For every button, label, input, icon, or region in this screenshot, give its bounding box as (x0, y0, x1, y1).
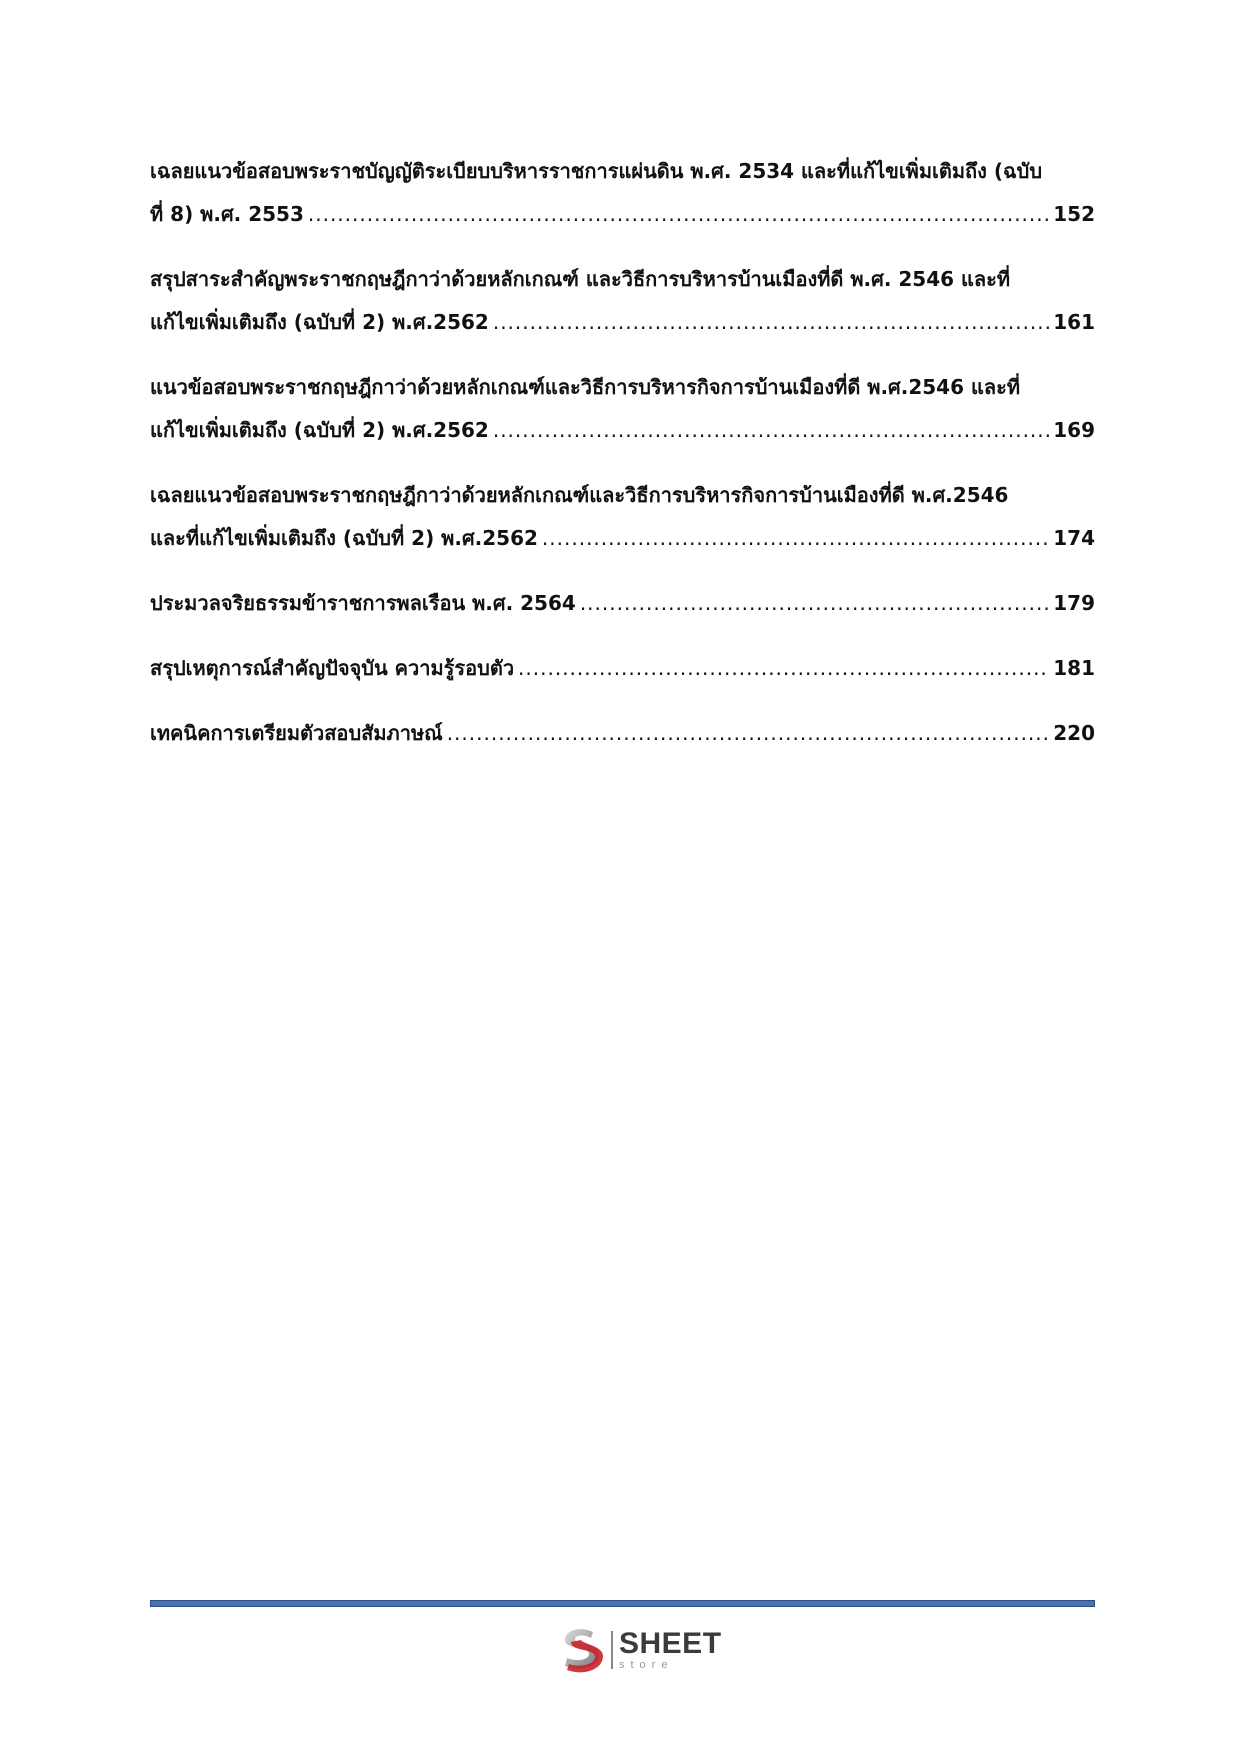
footer-rule (150, 1600, 1095, 1607)
toc-entry[interactable] (150, 258, 1095, 344)
toc-page-number: 181 (1053, 656, 1095, 680)
toc-page-number: 161 (1053, 310, 1095, 334)
logo-subtitle: store (619, 1659, 674, 1671)
table-of-contents (150, 150, 1095, 777)
toc-entry-line: และที่แก้ไขเพิ่มเติมถึง (ฉบับที่ 2) พ.ศ.2562 (150, 526, 538, 550)
toc-page-number: 152 (1053, 202, 1095, 226)
dot-leader (493, 409, 1049, 452)
toc-entry[interactable] (150, 582, 1095, 625)
toc-page-number: 174 (1053, 526, 1095, 550)
toc-entry-line: เฉลยแนวข้อสอบพระราชกฤษฎีกาว่าด้วยหลักเกณฑ์และวิธีการบริหารกิจการบ้านเมืองที่ดี พ.ศ.2546 (150, 483, 1009, 507)
toc-entry[interactable] (150, 712, 1095, 755)
logo-wordmark: SHEET (619, 1627, 722, 1660)
toc-entry-line: แก้ไขเพิ่มเติมถึง (ฉบับที่ 2) พ.ศ.2562 (150, 310, 489, 334)
dot-leader (518, 647, 1049, 690)
toc-entry-line: ประมวลจริยธรรมข้าราชการพลเรือน พ.ศ. 2564 (150, 591, 576, 615)
toc-entry-line: แก้ไขเพิ่มเติมถึง (ฉบับที่ 2) พ.ศ.2562 (150, 418, 489, 442)
toc-entry-line: สรุปสาระสำคัญพระราชกฤษฎีกาว่าด้วยหลักเกณฑ์ และวิธีการบริหารบ้านเมืองที่ดี พ.ศ. 2546 และที่ (150, 267, 1011, 291)
toc-entry-line: สรุปเหตุการณ์สำคัญปัจจุบัน ความรู้รอบตัว (150, 656, 515, 680)
toc-entry-line: เทคนิคการเตรียมตัวสอบสัมภาษณ์ (150, 721, 443, 745)
sheet-store-logo-icon (555, 1624, 607, 1676)
sheet-store-logo (555, 1622, 725, 1678)
dot-leader (493, 301, 1049, 344)
dot-leader (308, 193, 1049, 236)
toc-entry[interactable] (150, 474, 1095, 560)
toc-entry-line: เฉลยแนวข้อสอบพระราชบัญญัติระเบียบบริหารราชการแผ่นดิน พ.ศ. 2534 และที่แก้ไขเพิ่มเติมถึง (ฉบับ (150, 159, 1043, 183)
toc-page-number: 179 (1053, 591, 1095, 615)
toc-entry[interactable] (150, 150, 1095, 236)
dot-leader (580, 582, 1049, 625)
toc-entry[interactable] (150, 647, 1095, 690)
dot-leader (542, 517, 1049, 560)
toc-page-number: 169 (1053, 418, 1095, 442)
toc-entry-line: แนวข้อสอบพระราชกฤษฎีกาว่าด้วยหลักเกณฑ์และวิธีการบริหารกิจการบ้านเมืองที่ดี พ.ศ.2546 และที่ (150, 375, 1021, 399)
toc-entry[interactable] (150, 366, 1095, 452)
dot-leader (447, 712, 1050, 755)
toc-entry-line: ที่ 8) พ.ศ. 2553 (150, 202, 304, 226)
toc-page-number: 220 (1053, 721, 1095, 745)
logo-divider (611, 1631, 613, 1669)
